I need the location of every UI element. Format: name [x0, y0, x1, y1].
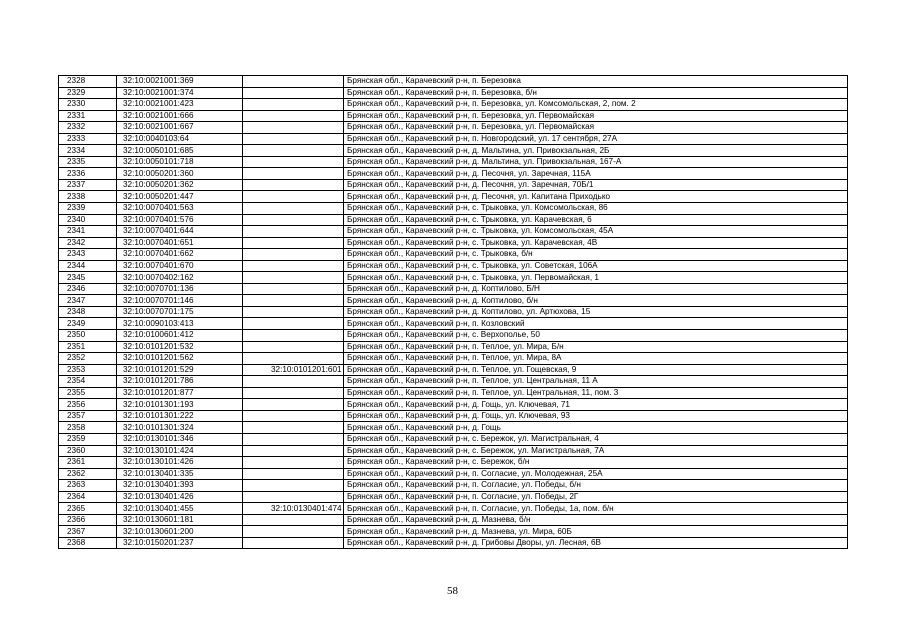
- address-cell: Брянская обл., Карачевский р-н, д. Песочня, ул. Заречная, 115А: [344, 168, 848, 180]
- table-row: [59, 387, 848, 399]
- row-number-cell: 2353: [59, 364, 117, 376]
- table-row: [59, 226, 848, 238]
- table-row: [59, 260, 848, 272]
- cadastral-number-cell: 32:10:0070401:670: [117, 260, 243, 272]
- cadastral-number-cell: 32:10:0101301:222: [117, 410, 243, 422]
- related-cadastral-number-cell: [243, 87, 344, 99]
- address-cell: Брянская обл., Карачевский р-н, д. Гощь: [344, 422, 848, 434]
- row-number-cell: 2357: [59, 410, 117, 422]
- address-cell: Брянская обл., Карачевский р-н, п. Козловский: [344, 318, 848, 330]
- row-number-cell: 2346: [59, 283, 117, 295]
- table-row: [59, 203, 848, 215]
- row-number-cell: 2356: [59, 399, 117, 411]
- cadastral-number-cell: 32:10:0070701:175: [117, 306, 243, 318]
- related-cadastral-number-cell: [243, 410, 344, 422]
- row-number-cell: 2329: [59, 87, 117, 99]
- related-cadastral-number-cell: [243, 145, 344, 157]
- cadastral-number-cell: 32:10:0050101:718: [117, 156, 243, 168]
- register-table-body: [59, 76, 848, 549]
- related-cadastral-number-cell: [243, 99, 344, 111]
- related-cadastral-number-cell: [243, 249, 344, 261]
- cadastral-number-cell: 32:10:0070401:644: [117, 226, 243, 238]
- table-row: [59, 145, 848, 157]
- table-row: [59, 445, 848, 457]
- related-cadastral-number-cell: [243, 76, 344, 88]
- table-row: [59, 341, 848, 353]
- table-row: [59, 514, 848, 526]
- cadastral-number-cell: 32:10:0101301:193: [117, 399, 243, 411]
- cadastral-number-cell: 32:10:0130601:181: [117, 514, 243, 526]
- row-number-cell: 2336: [59, 168, 117, 180]
- table-row: [59, 237, 848, 249]
- row-number-cell: 2355: [59, 387, 117, 399]
- row-number-cell: 2363: [59, 480, 117, 492]
- related-cadastral-number-cell: [243, 457, 344, 469]
- cadastral-number-cell: 32:10:0101201:532: [117, 341, 243, 353]
- cadastral-number-cell: 32:10:0050201:360: [117, 168, 243, 180]
- row-number-cell: 2347: [59, 295, 117, 307]
- address-cell: Брянская обл., Карачевский р-н, с. Бережок, б/н: [344, 457, 848, 469]
- cadastral-number-cell: 32:10:0130101:346: [117, 433, 243, 445]
- cadastral-number-cell: 32:10:0070402:162: [117, 272, 243, 284]
- row-number-cell: 2341: [59, 226, 117, 238]
- table-row: [59, 272, 848, 284]
- address-cell: Брянская обл., Карачевский р-н, с. Трыковка, б/н: [344, 249, 848, 261]
- related-cadastral-number-cell: [243, 433, 344, 445]
- row-number-cell: 2364: [59, 491, 117, 503]
- cadastral-number-cell: 32:10:0130101:424: [117, 445, 243, 457]
- address-cell: Брянская обл., Карачевский р-н, с. Трыковка, ул. Карачевская, 4В: [344, 237, 848, 249]
- address-cell: Брянская обл., Карачевский р-н, п. Согласие, ул. Победы, б/н: [344, 480, 848, 492]
- table-row: [59, 422, 848, 434]
- related-cadastral-number-cell: [243, 514, 344, 526]
- related-cadastral-number-cell: [243, 283, 344, 295]
- table-row: [59, 410, 848, 422]
- cadastral-number-cell: 32:10:0150201:237: [117, 537, 243, 549]
- related-cadastral-number-cell: [243, 330, 344, 342]
- table-row: [59, 214, 848, 226]
- table-row: [59, 526, 848, 538]
- address-cell: Брянская обл., Карачевский р-н, д. Гощь, ул. Ключевая, 93: [344, 410, 848, 422]
- address-cell: Брянская обл., Карачевский р-н, д. Гощь, ул. Ключевая, 71: [344, 399, 848, 411]
- address-cell: Брянская обл., Карачевский р-н, п. Теплое, ул. Мира, 8А: [344, 353, 848, 365]
- related-cadastral-number-cell: [243, 468, 344, 480]
- row-number-cell: 2354: [59, 376, 117, 388]
- table-row: [59, 191, 848, 203]
- table-row: [59, 99, 848, 111]
- table-row: [59, 76, 848, 88]
- row-number-cell: 2328: [59, 76, 117, 88]
- cadastral-number-cell: 32:10:0021001:666: [117, 110, 243, 122]
- address-cell: Брянская обл., Карачевский р-н, с. Трыковка, ул. Первомайская, 1: [344, 272, 848, 284]
- cadastral-number-cell: 32:10:0070701:146: [117, 295, 243, 307]
- table-row: [59, 295, 848, 307]
- table-row: [59, 468, 848, 480]
- related-cadastral-number-cell: [243, 203, 344, 215]
- cadastral-number-cell: 32:10:0130401:426: [117, 491, 243, 503]
- related-cadastral-number-cell: [243, 260, 344, 272]
- table-row: [59, 122, 848, 134]
- cadastral-number-cell: 32:10:0070401:576: [117, 214, 243, 226]
- cadastral-number-cell: 32:10:0050201:447: [117, 191, 243, 203]
- row-number-cell: 2362: [59, 468, 117, 480]
- related-cadastral-number-cell: [243, 537, 344, 549]
- address-cell: Брянская обл., Карачевский р-н, д. Мазнева, б/н: [344, 514, 848, 526]
- address-cell: Брянская обл., Карачевский р-н, д. Мазнева, ул. Мира, 60Б: [344, 526, 848, 538]
- table-row: [59, 318, 848, 330]
- address-cell: Брянская обл., Карачевский р-н, д. Коптилово, б/н: [344, 295, 848, 307]
- cadastral-number-cell: 32:10:0101201:562: [117, 353, 243, 365]
- table-row: [59, 376, 848, 388]
- table-row: [59, 457, 848, 469]
- address-cell: Брянская обл., Карачевский р-н, с. Бережок, ул. Магистральная, 7А: [344, 445, 848, 457]
- row-number-cell: 2342: [59, 237, 117, 249]
- row-number-cell: 2331: [59, 110, 117, 122]
- table-row: [59, 433, 848, 445]
- related-cadastral-number-cell: 32:10:0101201:601: [243, 364, 344, 376]
- cadastral-number-cell: 32:10:0090103:413: [117, 318, 243, 330]
- row-number-cell: 2338: [59, 191, 117, 203]
- related-cadastral-number-cell: [243, 376, 344, 388]
- address-cell: Брянская обл., Карачевский р-н, с. Трыковка, ул. Комсомольская, 86: [344, 203, 848, 215]
- address-cell: Брянская обл., Карачевский р-н, п. Березовка, ул. Первомайская: [344, 110, 848, 122]
- address-cell: Брянская обл., Карачевский р-н, п. Теплое, ул. Центральная, 11 А: [344, 376, 848, 388]
- table-row: [59, 168, 848, 180]
- table-row: [59, 133, 848, 145]
- property-register-table: [58, 75, 848, 549]
- row-number-cell: 2367: [59, 526, 117, 538]
- cadastral-number-cell: 32:10:0130101:426: [117, 457, 243, 469]
- cadastral-number-cell: 32:10:0021001:423: [117, 99, 243, 111]
- row-number-cell: 2358: [59, 422, 117, 434]
- table-row: [59, 491, 848, 503]
- row-number-cell: 2349: [59, 318, 117, 330]
- address-cell: Брянская обл., Карачевский р-н, п. Теплое, ул. Гощевская, 9: [344, 364, 848, 376]
- related-cadastral-number-cell: [243, 491, 344, 503]
- row-number-cell: 2335: [59, 156, 117, 168]
- address-cell: Брянская обл., Карачевский р-н, д. Песочня, ул. Капитана Приходько: [344, 191, 848, 203]
- table-row: [59, 283, 848, 295]
- cadastral-number-cell: 32:10:0101301:324: [117, 422, 243, 434]
- address-cell: Брянская обл., Карачевский р-н, п. Березовка, ул. Первомайская: [344, 122, 848, 134]
- row-number-cell: 2334: [59, 145, 117, 157]
- address-cell: Брянская обл., Карачевский р-н, п. Согласие, ул. Молодежная, 25А: [344, 468, 848, 480]
- cadastral-number-cell: 32:10:0021001:369: [117, 76, 243, 88]
- table-row: [59, 249, 848, 261]
- related-cadastral-number-cell: 32:10:0130401:474: [243, 503, 344, 515]
- table-row: [59, 87, 848, 99]
- table-row: [59, 306, 848, 318]
- related-cadastral-number-cell: [243, 318, 344, 330]
- row-number-cell: 2360: [59, 445, 117, 457]
- related-cadastral-number-cell: [243, 226, 344, 238]
- cadastral-number-cell: 32:10:0070401:662: [117, 249, 243, 261]
- row-number-cell: 2366: [59, 514, 117, 526]
- row-number-cell: 2350: [59, 330, 117, 342]
- related-cadastral-number-cell: [243, 179, 344, 191]
- row-number-cell: 2368: [59, 537, 117, 549]
- address-cell: Брянская обл., Карачевский р-н, п. Березовка: [344, 76, 848, 88]
- address-cell: Брянская обл., Карачевский р-н, д. Коптилово, ул. Артюхова, 15: [344, 306, 848, 318]
- table-row: [59, 110, 848, 122]
- related-cadastral-number-cell: [243, 341, 344, 353]
- address-cell: Брянская обл., Карачевский р-н, д. Мальтина, ул. Привокзальная, 167-А: [344, 156, 848, 168]
- row-number-cell: 2361: [59, 457, 117, 469]
- row-number-cell: 2339: [59, 203, 117, 215]
- cadastral-number-cell: 32:10:0070401:651: [117, 237, 243, 249]
- related-cadastral-number-cell: [243, 353, 344, 365]
- cadastral-number-cell: 32:10:0101201:786: [117, 376, 243, 388]
- related-cadastral-number-cell: [243, 156, 344, 168]
- row-number-cell: 2348: [59, 306, 117, 318]
- cadastral-number-cell: 32:10:0021001:374: [117, 87, 243, 99]
- row-number-cell: 2340: [59, 214, 117, 226]
- address-cell: Брянская обл., Карачевский р-н, с. Трыковка, ул. Советская, 106А: [344, 260, 848, 272]
- related-cadastral-number-cell: [243, 422, 344, 434]
- cadastral-number-cell: 32:10:0070701:136: [117, 283, 243, 295]
- address-cell: Брянская обл., Карачевский р-н, с. Трыковка, ул. Комсомольская, 45А: [344, 226, 848, 238]
- cadastral-number-cell: 32:10:0070401:563: [117, 203, 243, 215]
- cadastral-number-cell: 32:10:0130601:200: [117, 526, 243, 538]
- row-number-cell: 2365: [59, 503, 117, 515]
- address-cell: Брянская обл., Карачевский р-н, п. Березовка, б/н: [344, 87, 848, 99]
- related-cadastral-number-cell: [243, 168, 344, 180]
- address-cell: Брянская обл., Карачевский р-н, п. Теплое, ул. Мира, Б/н: [344, 341, 848, 353]
- cadastral-number-cell: 32:10:0050201:362: [117, 179, 243, 191]
- table-row: [59, 179, 848, 191]
- address-cell: Брянская обл., Карачевский р-н, с. Бережок, ул. Магистральная, 4: [344, 433, 848, 445]
- table-row: [59, 503, 848, 515]
- table-row: [59, 330, 848, 342]
- address-cell: Брянская обл., Карачевский р-н, д. Грибовы Дворы, ул. Лесная, 6В: [344, 537, 848, 549]
- related-cadastral-number-cell: [243, 399, 344, 411]
- related-cadastral-number-cell: [243, 480, 344, 492]
- row-number-cell: 2333: [59, 133, 117, 145]
- related-cadastral-number-cell: [243, 306, 344, 318]
- row-number-cell: 2352: [59, 353, 117, 365]
- row-number-cell: 2337: [59, 179, 117, 191]
- address-cell: Брянская обл., Карачевский р-н, с. Трыковка, ул. Карачевская, 6: [344, 214, 848, 226]
- cadastral-number-cell: 32:10:0101201:877: [117, 387, 243, 399]
- cadastral-number-cell: 32:10:0101201:529: [117, 364, 243, 376]
- address-cell: Брянская обл., Карачевский р-н, п. Согласие, ул. Победы, 2Г: [344, 491, 848, 503]
- table-row: [59, 537, 848, 549]
- related-cadastral-number-cell: [243, 110, 344, 122]
- address-cell: Брянская обл., Карачевский р-н, д. Мальтина, ул. Привокзальная, 2Б: [344, 145, 848, 157]
- cadastral-number-cell: 32:10:0130401:455: [117, 503, 243, 515]
- page-number: 58: [447, 585, 458, 597]
- address-cell: Брянская обл., Карачевский р-н, п. Согласие, ул. Победы, 1а, пом. б/н: [344, 503, 848, 515]
- related-cadastral-number-cell: [243, 445, 344, 457]
- cadastral-number-cell: 32:10:0021001:667: [117, 122, 243, 134]
- address-cell: Брянская обл., Карачевский р-н, п. Теплое, ул. Центральная, 11, пом. 3: [344, 387, 848, 399]
- table-row: [59, 399, 848, 411]
- cadastral-number-cell: 32:10:0130401:335: [117, 468, 243, 480]
- address-cell: Брянская обл., Карачевский р-н, с. Верхополье, 50: [344, 330, 848, 342]
- related-cadastral-number-cell: [243, 191, 344, 203]
- row-number-cell: 2343: [59, 249, 117, 261]
- related-cadastral-number-cell: [243, 214, 344, 226]
- row-number-cell: 2332: [59, 122, 117, 134]
- cadastral-number-cell: 32:10:0040103:64: [117, 133, 243, 145]
- related-cadastral-number-cell: [243, 133, 344, 145]
- row-number-cell: 2330: [59, 99, 117, 111]
- row-number-cell: 2351: [59, 341, 117, 353]
- row-number-cell: 2359: [59, 433, 117, 445]
- cadastral-number-cell: 32:10:0100601:412: [117, 330, 243, 342]
- address-cell: Брянская обл., Карачевский р-н, п. Новгородский, ул. 17 сентября, 27А: [344, 133, 848, 145]
- row-number-cell: 2344: [59, 260, 117, 272]
- cadastral-number-cell: 32:10:0130401:393: [117, 480, 243, 492]
- row-number-cell: 2345: [59, 272, 117, 284]
- related-cadastral-number-cell: [243, 526, 344, 538]
- table-row: [59, 480, 848, 492]
- table-row: [59, 353, 848, 365]
- related-cadastral-number-cell: [243, 295, 344, 307]
- related-cadastral-number-cell: [243, 122, 344, 134]
- table-row: [59, 156, 848, 168]
- related-cadastral-number-cell: [243, 272, 344, 284]
- related-cadastral-number-cell: [243, 387, 344, 399]
- address-cell: Брянская обл., Карачевский р-н, д. Коптилово, Б/Н: [344, 283, 848, 295]
- address-cell: Брянская обл., Карачевский р-н, д. Песочня, ул. Заречная, 70Б/1: [344, 179, 848, 191]
- address-cell: Брянская обл., Карачевский р-н, п. Березовка, ул. Комсомольская, 2, пом. 2: [344, 99, 848, 111]
- cadastral-number-cell: 32:10:0050101:685: [117, 145, 243, 157]
- related-cadastral-number-cell: [243, 237, 344, 249]
- table-row: [59, 364, 848, 376]
